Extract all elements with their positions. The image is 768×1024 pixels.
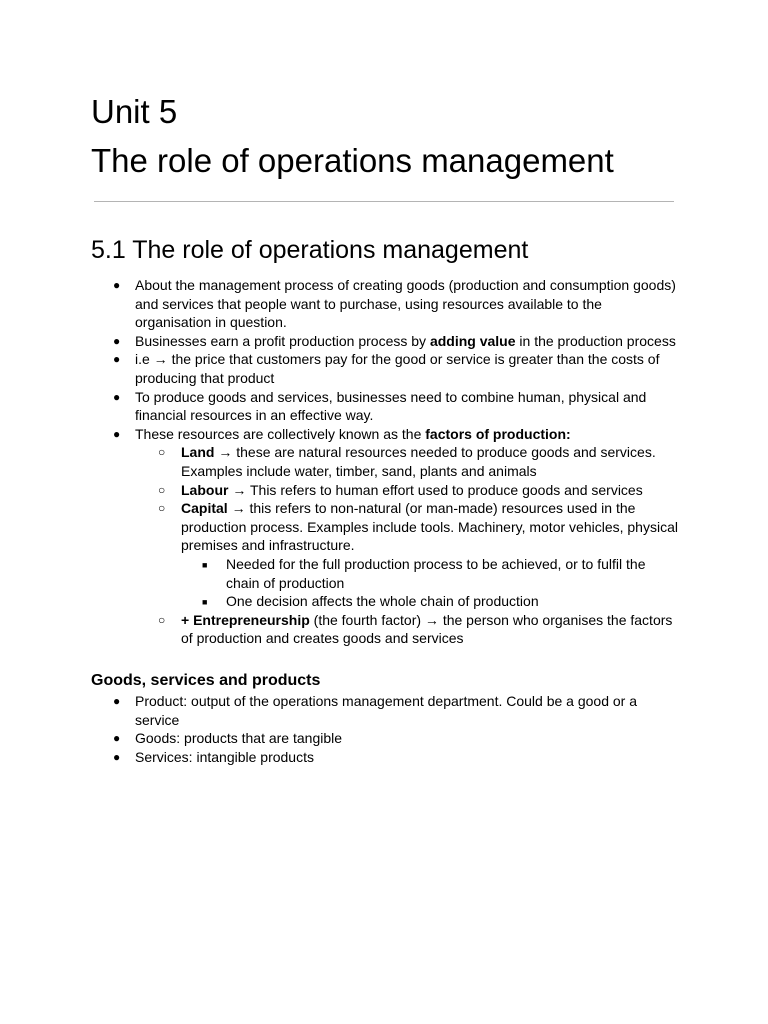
list-item-text: One decision affects the whole chain of production	[226, 593, 539, 610]
bullet-icon: ●	[113, 694, 121, 708]
circle-bullet-icon: ○	[158, 612, 166, 627]
list-item	[0, 692, 680, 729]
square-bullet-icon: ■	[202, 559, 208, 570]
list-item-text: Product: output of the operations management department. Could be a good or a service	[135, 693, 637, 728]
section-heading: 5.1 The role of operations management	[91, 236, 529, 264]
bullet-icon: ●	[113, 278, 121, 292]
goods-bullet-list	[0, 692, 768, 766]
factor-item-land	[158, 443, 680, 480]
list-item	[0, 748, 680, 767]
list-item-text: To produce goods and services, businesses need to combine human, physical and financial resources in an effective way.	[135, 388, 647, 424]
circle-bullet-icon: ○	[158, 482, 166, 497]
subsection-heading: Goods, services and products	[91, 672, 321, 689]
factor-name: Land	[181, 444, 215, 461]
list-item	[0, 350, 680, 387]
factor-name: Labour	[181, 481, 229, 498]
list-item	[0, 729, 680, 748]
list-item	[202, 592, 680, 611]
bullet-icon: ●	[113, 426, 121, 441]
list-item-text: Needed for the full production process to be achieved, or to fulfil the chain of production	[226, 555, 646, 591]
main-bullet-list	[0, 276, 768, 648]
bullet-icon: ●	[113, 731, 121, 746]
list-item-text: About the management process of creating goods (production and consumption goods) and services that people want to purchase, using resources available to the organisation in question.	[135, 277, 676, 331]
factor-item-labour	[158, 481, 680, 500]
circle-bullet-icon: ○	[158, 501, 166, 516]
horizontal-divider	[94, 201, 674, 202]
list-item	[0, 388, 680, 425]
bullet-icon: ●	[113, 389, 121, 404]
factor-text: (the fourth factor) → the person who organises the factors of production and creates goods and services	[181, 611, 673, 647]
list-item-text: Services: intangible products	[135, 748, 314, 765]
factor-name: Capital	[181, 500, 228, 517]
bullet-icon: ●	[113, 333, 121, 348]
list-item-text: in the production process	[515, 332, 676, 349]
circle-bullet-icon: ○	[158, 445, 166, 460]
bold-term: adding value	[429, 332, 516, 349]
list-item-text: Goods: products that are tangible	[135, 730, 343, 747]
bullet-icon: ●	[113, 749, 121, 764]
factor-name: + Entrepreneurship	[181, 611, 310, 628]
document-title: The role of operations management	[91, 142, 614, 179]
list-item-text: These resources are collectively known as the	[135, 425, 426, 442]
bold-term: factors of production:	[425, 425, 571, 442]
factor-text: → these are natural resources needed to produce goods and services. Examples include water, timber, sand, plants and animals	[181, 444, 656, 479]
factor-item-capital	[158, 499, 680, 611]
list-item-text: Businesses earn a profit production process by	[135, 332, 430, 349]
list-item-text: i.e → the price that customers pay for the good or service is greater than the costs of producing that product	[135, 351, 660, 386]
bullet-icon: ●	[113, 352, 121, 367]
list-item	[0, 332, 680, 351]
factor-text: → this refers to non-natural (or man-made) resources used in the production process. Examples include tools. Machinery, motor vehicles, physical premises and infrastructure.	[181, 500, 678, 554]
square-bullet-icon: ■	[202, 597, 208, 608]
capital-notes-list	[202, 555, 680, 611]
factor-item-entrepreneurship	[158, 611, 680, 648]
list-item	[202, 555, 680, 592]
factor-text: → This refers to human effort used to produce goods and services	[228, 481, 643, 498]
factors-list	[158, 443, 680, 648]
list-item	[0, 425, 680, 648]
unit-title: Unit 5	[91, 93, 178, 130]
list-item	[0, 276, 680, 332]
